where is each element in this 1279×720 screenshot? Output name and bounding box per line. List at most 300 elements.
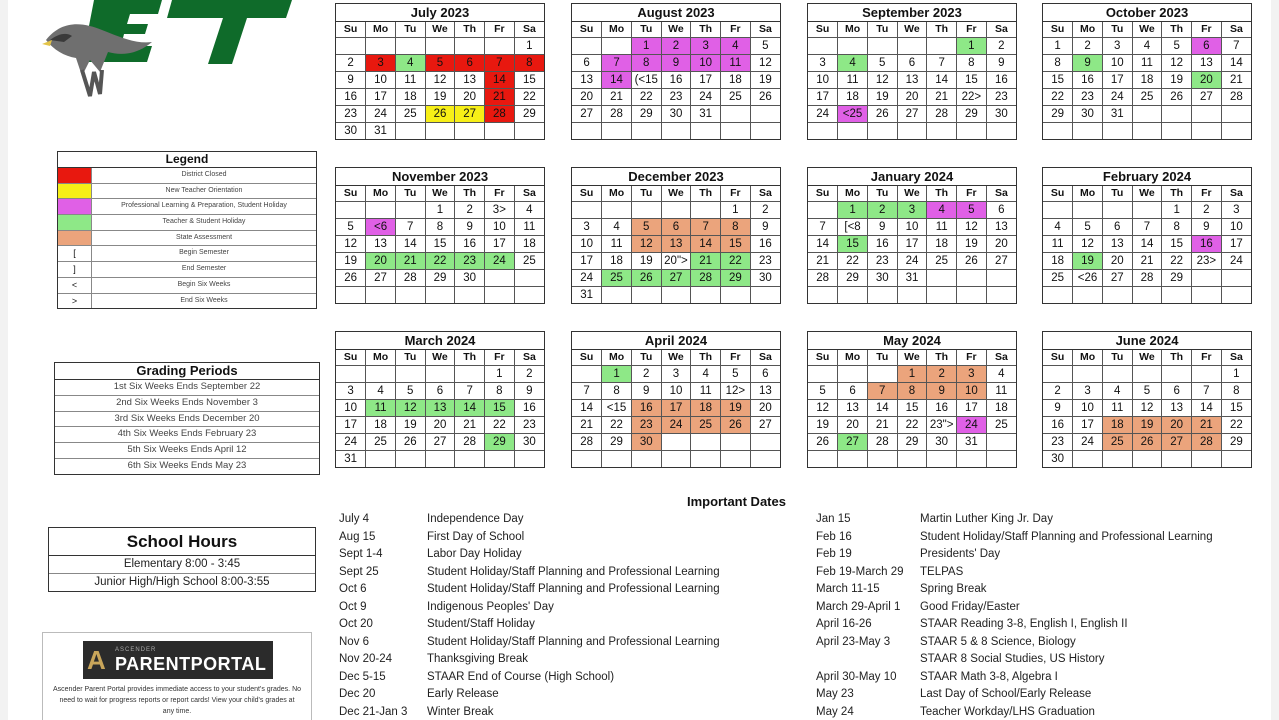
date-text: Feb 19-March 29 (816, 565, 904, 578)
day-header: Tu (631, 186, 661, 202)
day-cell: 12 (631, 236, 661, 253)
day-cell: 4 (838, 55, 868, 72)
day-cell: 9 (927, 383, 957, 400)
day-cell (602, 451, 632, 468)
day-header: Su (1043, 22, 1073, 38)
brand-small: ASCENDER (115, 646, 157, 653)
day-cell (631, 123, 661, 140)
event-text: Labor Day Holiday (427, 548, 522, 560)
day-cell (425, 287, 455, 304)
day-cell: 23 (750, 253, 780, 270)
day-header: Su (1043, 186, 1073, 202)
day-header: Th (927, 186, 957, 202)
day-header: Tu (631, 350, 661, 366)
day-cell (455, 366, 485, 383)
day-cell: 18 (721, 72, 751, 89)
day-cell: 1 (838, 202, 868, 219)
day-header: We (1132, 350, 1162, 366)
legend-item (58, 262, 316, 278)
day-header: Th (691, 22, 721, 38)
important-date-row (339, 669, 809, 687)
day-cell: 29 (631, 106, 661, 123)
day-header: Mo (602, 22, 632, 38)
day-cell (1102, 287, 1132, 304)
day-cell: 2 (750, 202, 780, 219)
day-cell: 2 (927, 366, 957, 383)
day-cell: 3 (957, 366, 987, 383)
day-header: Su (1043, 350, 1073, 366)
legend-swatch: > (58, 294, 92, 309)
day-cell: 8 (1162, 219, 1192, 236)
day-cell: 6 (425, 383, 455, 400)
day-header: Fr (485, 350, 515, 366)
day-cell: 30 (661, 106, 691, 123)
day-cell: 14 (1192, 400, 1222, 417)
day-cell: 26 (721, 417, 751, 434)
day-cell: 1 (1043, 38, 1073, 55)
day-cell: 16 (750, 236, 780, 253)
day-cell: 5 (395, 383, 425, 400)
day-cell: 3 (366, 55, 396, 72)
important-date-row (339, 581, 809, 599)
day-cell: 7 (1221, 38, 1251, 55)
day-cell: 24 (808, 106, 838, 123)
day-cell (867, 287, 897, 304)
day-cell: 19 (750, 72, 780, 89)
day-cell (927, 123, 957, 140)
day-cell: 20 (455, 89, 485, 106)
important-date-row (339, 546, 809, 564)
day-cell: 11 (927, 219, 957, 236)
day-cell (1221, 287, 1251, 304)
day-cell: 12 (1073, 236, 1103, 253)
important-date-row (339, 599, 809, 617)
event-text: Student Holiday/Staff Planning and Professional Learning (427, 583, 720, 595)
day-header: Mo (602, 186, 632, 202)
day-header: Sa (750, 350, 780, 366)
day-cell: 27 (897, 106, 927, 123)
day-cell: 20 (1162, 417, 1192, 434)
day-cell: 16 (1043, 417, 1073, 434)
day-cell: 28 (1132, 270, 1162, 287)
day-cell: 11 (395, 72, 425, 89)
day-cell: 29 (425, 270, 455, 287)
day-cell: 18 (691, 400, 721, 417)
day-header: Fr (1192, 186, 1222, 202)
day-header: Sa (1221, 22, 1251, 38)
legend-swatch (58, 215, 92, 230)
day-cell (838, 366, 868, 383)
date-text: Nov 6 (339, 635, 370, 648)
day-cell: 25 (514, 253, 544, 270)
day-cell: 29 (514, 106, 544, 123)
day-cell: 27 (1102, 270, 1132, 287)
day-header: Fr (485, 22, 515, 38)
day-cell (1192, 270, 1222, 287)
day-cell: 27 (425, 434, 455, 451)
day-cell: 21 (927, 89, 957, 106)
day-cell (808, 38, 838, 55)
day-cell: <15 (602, 400, 632, 417)
day-header: Sa (986, 186, 1016, 202)
legend-label: Begin Semester (179, 249, 229, 257)
day-cell: 7 (602, 55, 632, 72)
month-title: April 2024 (572, 332, 780, 350)
date-text: Dec 21-Jan 3 (339, 705, 408, 718)
day-cell (661, 123, 691, 140)
day-cell: 10 (897, 219, 927, 236)
day-header: Mo (366, 350, 396, 366)
date-text: July 4 (339, 513, 370, 525)
month-calendar (335, 331, 545, 468)
day-cell: 16 (986, 72, 1016, 89)
day-cell: 3> (485, 202, 515, 219)
calendar-page (8, 0, 1271, 720)
day-cell (572, 202, 602, 219)
day-cell: 18 (986, 400, 1016, 417)
day-cell: 1 (721, 202, 751, 219)
day-cell (395, 287, 425, 304)
day-header: Su (336, 350, 366, 366)
day-cell: 1 (425, 202, 455, 219)
day-cell: 13 (1192, 55, 1222, 72)
day-cell: 29 (838, 270, 868, 287)
day-cell: 5 (1073, 219, 1103, 236)
grading-row: 2nd Six Weeks Ends November 3 (55, 396, 319, 412)
important-date-row (816, 546, 1266, 564)
day-cell: 22 (485, 417, 515, 434)
day-cell: 3 (1221, 202, 1251, 219)
legend-swatch (58, 199, 92, 214)
grading-row: 3rd Six Weeks Ends December 20 (55, 412, 319, 428)
day-cell: 20 (897, 89, 927, 106)
day-cell: 19 (1132, 417, 1162, 434)
day-cell: 31 (336, 451, 366, 468)
day-header: Tu (395, 186, 425, 202)
day-cell: 31 (366, 123, 396, 140)
day-cell: 18 (1132, 72, 1162, 89)
day-cell (425, 451, 455, 468)
day-cell (1162, 366, 1192, 383)
day-cell: 24 (1221, 253, 1251, 270)
day-cell: 26 (867, 106, 897, 123)
day-cell: 30 (867, 270, 897, 287)
day-cell (1132, 123, 1162, 140)
legend-item (58, 215, 316, 231)
day-cell: 18 (927, 236, 957, 253)
day-cell: 26 (395, 434, 425, 451)
day-cell (691, 451, 721, 468)
day-cell: 24 (1073, 434, 1103, 451)
school-hours (48, 527, 316, 592)
day-cell: 27 (838, 434, 868, 451)
important-date-row (816, 564, 1266, 582)
day-cell (808, 287, 838, 304)
important-date-row (816, 581, 1266, 599)
day-cell: 29 (1043, 106, 1073, 123)
day-cell: 30 (1043, 451, 1073, 468)
day-cell (927, 38, 957, 55)
day-cell: 11 (691, 383, 721, 400)
day-cell: 6 (986, 202, 1016, 219)
day-cell: 20 (425, 417, 455, 434)
day-cell: 27 (1192, 89, 1222, 106)
day-cell (838, 38, 868, 55)
day-cell (572, 123, 602, 140)
day-cell: 9 (514, 383, 544, 400)
day-cell (721, 123, 751, 140)
day-header: Sa (1221, 350, 1251, 366)
day-cell (395, 451, 425, 468)
day-header: Tu (867, 350, 897, 366)
event-text: Good Friday/Easter (920, 600, 1020, 613)
day-cell: 17 (808, 89, 838, 106)
day-cell: 12 (957, 219, 987, 236)
important-date-row (339, 529, 809, 547)
day-cell: 7 (572, 383, 602, 400)
day-cell: 8 (425, 219, 455, 236)
month-title: March 2024 (336, 332, 544, 350)
day-cell: 9 (1043, 400, 1073, 417)
date-text: Feb 19 (816, 548, 852, 560)
day-cell (721, 106, 751, 123)
day-cell: 14 (572, 400, 602, 417)
day-cell: 25 (1102, 434, 1132, 451)
day-cell (867, 123, 897, 140)
day-cell: 10 (366, 72, 396, 89)
day-cell (1132, 202, 1162, 219)
day-header: Sa (514, 22, 544, 38)
day-cell: 25 (395, 106, 425, 123)
day-cell: 29 (485, 434, 515, 451)
day-cell: 15 (838, 236, 868, 253)
day-header: Sa (750, 22, 780, 38)
day-header: Tu (395, 350, 425, 366)
important-date-row (339, 616, 809, 634)
day-cell: 29 (1162, 270, 1192, 287)
day-cell: 21 (602, 89, 632, 106)
day-cell: 26 (631, 270, 661, 287)
legend-swatch: [ (58, 246, 92, 261)
grading-row: 6th Six Weeks Ends May 23 (127, 459, 247, 471)
day-cell (867, 366, 897, 383)
day-cell: 7 (455, 383, 485, 400)
day-header: Sa (514, 350, 544, 366)
day-cell: 20 (750, 400, 780, 417)
day-cell: 13 (366, 236, 396, 253)
day-cell: 4 (1132, 38, 1162, 55)
day-cell: 13 (897, 72, 927, 89)
day-header: Su (336, 186, 366, 202)
day-cell: 17 (366, 89, 396, 106)
month-calendar (571, 3, 781, 140)
legend-label: End Semester (181, 265, 227, 273)
day-cell: 9 (986, 55, 1016, 72)
day-cell: 14 (395, 236, 425, 253)
day-cell: 17 (661, 400, 691, 417)
day-header: Tu (631, 22, 661, 38)
day-cell: 13 (572, 72, 602, 89)
day-cell: 8 (485, 383, 515, 400)
legend-title: Legend (58, 152, 316, 168)
legend-label: Professional Learning & Preparation, Student Holiday (121, 202, 287, 210)
day-cell (425, 38, 455, 55)
day-cell (750, 287, 780, 304)
day-header: Sa (750, 186, 780, 202)
day-cell: 20 (1102, 253, 1132, 270)
day-cell (927, 287, 957, 304)
day-cell: 11 (838, 72, 868, 89)
day-header: Fr (1192, 350, 1222, 366)
day-cell: 2 (514, 366, 544, 383)
day-header: We (661, 350, 691, 366)
event-text: Presidents' Day (920, 548, 1001, 560)
day-cell: 23 (514, 417, 544, 434)
day-cell (1162, 287, 1192, 304)
day-cell (1192, 451, 1222, 468)
day-cell: 4 (721, 38, 751, 55)
day-cell: 8 (602, 383, 632, 400)
day-cell: 26 (425, 106, 455, 123)
day-cell: 24 (897, 253, 927, 270)
day-header: Mo (838, 350, 868, 366)
day-cell: 3 (691, 38, 721, 55)
day-cell: 28 (572, 434, 602, 451)
day-cell: 12 (1132, 400, 1162, 417)
day-header: Su (336, 22, 366, 38)
day-header: We (425, 350, 455, 366)
day-cell: 15 (1221, 400, 1251, 417)
day-cell: 7 (485, 55, 515, 72)
day-cell: 23 (1043, 434, 1073, 451)
day-cell: 17 (957, 400, 987, 417)
day-cell (750, 106, 780, 123)
legend-label: District Closed (181, 171, 227, 178)
day-cell (1192, 123, 1222, 140)
legend-label: End Six Weeks (180, 296, 228, 304)
day-cell: 10 (485, 219, 515, 236)
day-cell (485, 287, 515, 304)
day-cell: 28 (455, 434, 485, 451)
day-cell: 30 (986, 106, 1016, 123)
day-cell: 14 (1132, 236, 1162, 253)
day-cell (1043, 287, 1073, 304)
parent-portal-banner[interactable] (83, 641, 273, 679)
day-cell: 22> (957, 89, 987, 106)
day-header: Th (1162, 186, 1192, 202)
day-cell: 22 (602, 417, 632, 434)
day-cell: 2 (986, 38, 1016, 55)
day-cell: 3 (1102, 38, 1132, 55)
day-cell: 3 (808, 55, 838, 72)
day-cell: 4 (1043, 219, 1073, 236)
day-cell: 8 (1221, 383, 1251, 400)
important-date-row (816, 669, 1266, 687)
day-cell: 9 (867, 219, 897, 236)
day-cell (986, 287, 1016, 304)
day-cell: 23 (1073, 89, 1103, 106)
day-cell: 13 (455, 72, 485, 89)
day-cell: 13 (1102, 236, 1132, 253)
day-cell (1043, 366, 1073, 383)
day-cell: 4 (1102, 383, 1132, 400)
day-cell: 27 (366, 270, 396, 287)
day-cell: 17 (1221, 236, 1251, 253)
day-cell (395, 38, 425, 55)
day-cell (1073, 123, 1103, 140)
portal-description: Ascender Parent Portal provides immediate access to your student's grades. No need to wait for progress reports or report cards! View your child's grades at any time. (53, 686, 302, 715)
day-cell: 27 (750, 417, 780, 434)
day-cell: 30 (927, 434, 957, 451)
day-cell: 3 (897, 202, 927, 219)
day-cell: 2 (1043, 383, 1073, 400)
day-cell: 24 (661, 417, 691, 434)
day-cell: 7 (1132, 219, 1162, 236)
day-cell: 1 (1221, 366, 1251, 383)
day-header: Su (572, 22, 602, 38)
day-cell (986, 270, 1016, 287)
day-cell: 4 (395, 55, 425, 72)
day-cell (1221, 451, 1251, 468)
event-text: Spring Break (920, 583, 987, 595)
important-dates-right (816, 511, 1266, 720)
day-cell: 12 (336, 236, 366, 253)
event-text: STAAR 8 Social Studies, US History (920, 653, 1105, 665)
important-date-row (816, 651, 1266, 669)
day-cell: 23 (455, 253, 485, 270)
day-cell (750, 451, 780, 468)
grading-periods (54, 362, 320, 475)
day-cell: 17 (336, 417, 366, 434)
date-text: April 23-May 3 (816, 635, 891, 648)
day-cell: 26 (750, 89, 780, 106)
parent-portal-box[interactable] (42, 632, 312, 720)
day-cell (721, 287, 751, 304)
day-cell: 6 (1192, 38, 1222, 55)
day-cell: 28 (485, 106, 515, 123)
day-cell (514, 123, 544, 140)
day-cell (455, 38, 485, 55)
day-cell (602, 38, 632, 55)
day-cell: 8 (897, 383, 927, 400)
day-cell: 2 (661, 38, 691, 55)
day-cell (514, 270, 544, 287)
day-cell (808, 451, 838, 468)
day-header: Sa (986, 350, 1016, 366)
month-title: November 2023 (336, 168, 544, 186)
day-cell (1043, 123, 1073, 140)
day-cell (1043, 202, 1073, 219)
day-cell (838, 287, 868, 304)
day-cell: 13 (838, 400, 868, 417)
day-cell: 17 (572, 253, 602, 270)
day-cell: 15 (425, 236, 455, 253)
day-cell (750, 434, 780, 451)
day-cell: 1 (602, 366, 632, 383)
day-cell: 22 (1221, 417, 1251, 434)
day-cell (691, 202, 721, 219)
day-header: Tu (1102, 22, 1132, 38)
month-calendar (571, 331, 781, 468)
legend-swatch (58, 231, 92, 246)
day-cell: 25 (1132, 89, 1162, 106)
day-cell (957, 451, 987, 468)
month-title: October 2023 (1043, 4, 1251, 22)
day-header: Fr (721, 350, 751, 366)
day-cell: 21 (395, 253, 425, 270)
day-header: Fr (1192, 22, 1222, 38)
day-header: Fr (721, 22, 751, 38)
